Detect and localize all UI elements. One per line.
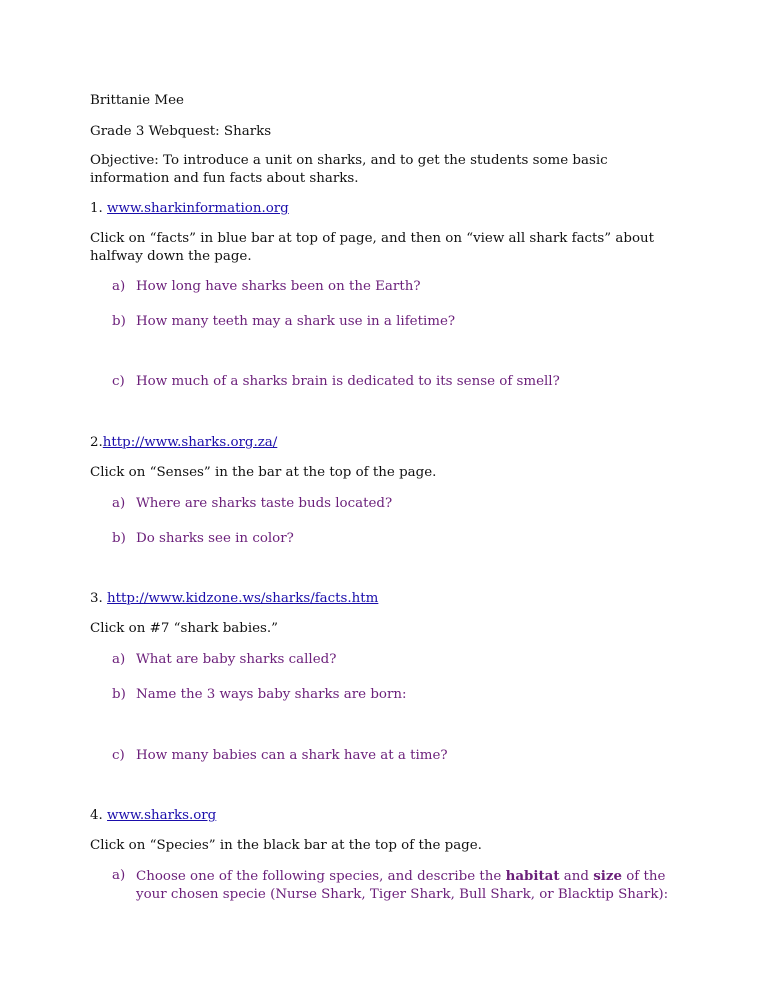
question-text: Where are sharks taste buds located? xyxy=(136,496,393,511)
section-2-instruction: Click on “Senses” in the bar at the top of the page. xyxy=(90,465,437,480)
section-4-link[interactable]: www.sharks.org xyxy=(107,808,217,823)
question-4a xyxy=(112,867,672,904)
section-2-heading xyxy=(90,434,277,452)
question-text: Choose one of the following species, and describe the habitat and size of the your chosen specie (Nurse Shark, Tiger Shark, Bull Shark, or Blacktip Shark): xyxy=(136,868,669,902)
question-label: b) xyxy=(112,314,126,329)
section-2-link[interactable]: http://www.sharks.org.za/ xyxy=(102,435,278,450)
question-1b xyxy=(112,313,455,331)
emphasis-habitat: habitat xyxy=(505,868,560,884)
question-2a xyxy=(112,495,392,513)
section-1-link[interactable]: www.sharkinformation.org xyxy=(107,201,289,216)
section-4-heading xyxy=(90,807,216,825)
question-label: a) xyxy=(112,868,126,883)
section-3-heading xyxy=(90,590,378,608)
question-2b xyxy=(112,530,294,548)
emphasis-size: size xyxy=(593,868,622,884)
question-label: a) xyxy=(112,279,126,294)
question-1c xyxy=(112,373,560,391)
section-number: 1. xyxy=(90,201,108,216)
question-text: Name the 3 ways baby sharks are born: xyxy=(136,687,407,702)
question-3c xyxy=(112,747,448,765)
question-label: c) xyxy=(112,374,125,389)
question-text: How many babies can a shark have at a time? xyxy=(136,748,448,763)
question-label: a) xyxy=(112,496,126,511)
section-1-instruction: Click on “facts” in blue bar at top of page, and then on “view all shark facts” about halfway down the page. xyxy=(90,231,655,264)
question-text: How many teeth may a shark use in a lifetime? xyxy=(136,314,456,329)
question-text: How long have sharks been on the Earth? xyxy=(136,279,421,294)
author-name: Brittanie Mee xyxy=(90,93,184,108)
question-text: Do sharks see in color? xyxy=(136,531,294,546)
document-title: Grade 3 Webquest: Sharks xyxy=(90,124,272,139)
section-1-heading xyxy=(90,200,289,218)
question-label: a) xyxy=(112,652,126,667)
question-3a xyxy=(112,651,336,669)
section-number: 4. xyxy=(90,808,108,823)
question-text: How much of a sharks brain is dedicated to its sense of smell? xyxy=(136,374,560,389)
section-4-instruction: Click on “Species” in the black bar at the top of the page. xyxy=(90,838,482,853)
section-number: 2. xyxy=(90,435,103,450)
question-3b xyxy=(112,686,407,704)
objective-text: Objective: To introduce a unit on sharks, and to get the students some basic information and fun facts about sharks. xyxy=(90,153,608,186)
question-label: c) xyxy=(112,748,125,763)
section-3-instruction: Click on #7 “shark babies.” xyxy=(90,621,279,636)
section-number: 3. xyxy=(90,591,108,606)
question-label: b) xyxy=(112,687,126,702)
question-text: What are baby sharks called? xyxy=(136,652,337,667)
question-1a xyxy=(112,278,421,296)
section-3-link[interactable]: http://www.kidzone.ws/sharks/facts.htm xyxy=(107,591,379,606)
question-label: b) xyxy=(112,531,126,546)
